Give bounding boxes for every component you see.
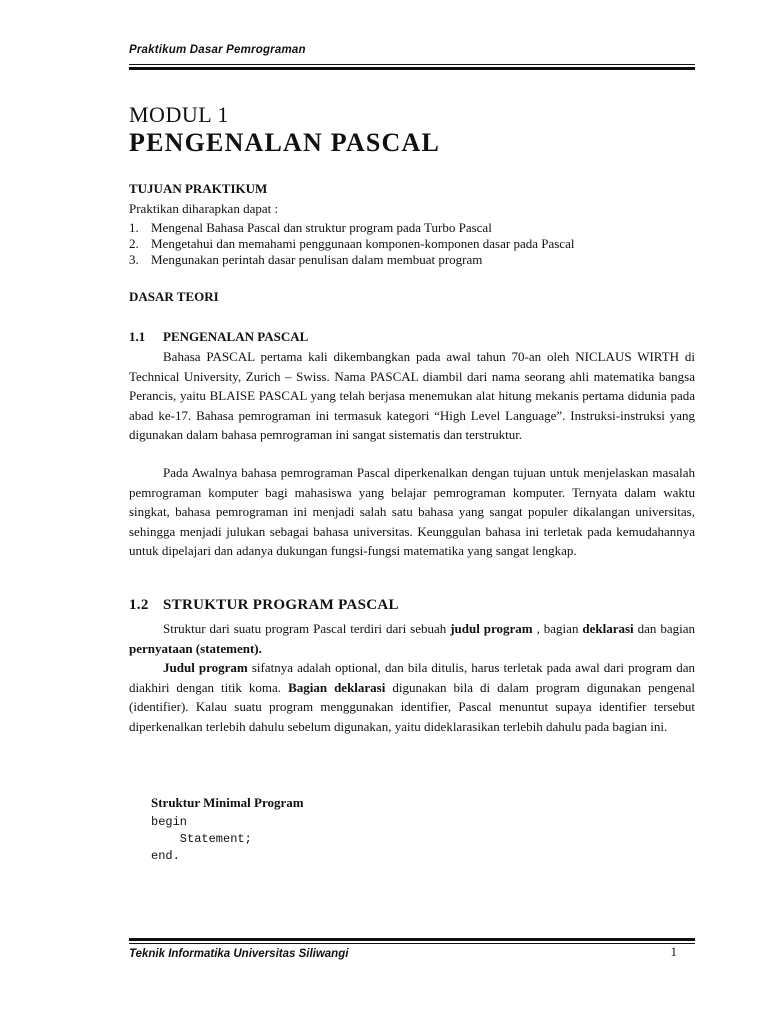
text-run: sifatnya adalah optional, dan bila ditulis, harus terletak pada awal dari program dan diakhiri dengan titik koma.	[129, 660, 695, 695]
theory-heading: DASAR TEORI	[129, 289, 219, 304]
objective-number: 1.	[129, 220, 139, 235]
section-title: STRUKTUR PROGRAM PASCAL	[163, 597, 399, 613]
section-1-1-paragraph-2: Pada Awalnya bahasa pemrograman Pascal diperkenalkan dengan tujuan untuk menjelaskan masalah pemrograman komputer bagi mahasiswa yang belajar pemrograman komputer. Ternyata dalam waktu singkat, bahasa pemrograman ini menjadi salah satu bahasa yang sangat populer dikalangan universitas, sehingga menjadi julukan sebagai bahasa universitas. Keunggulan bahasa ini terletak pada kemudahannya untuk dipelajari dan adanya dukungan fungsi-fungsi matematika yang sangat lengkap.	[129, 465, 695, 558]
term-judul-program: Judul program	[163, 660, 248, 675]
objective-number: 2.	[129, 236, 139, 251]
section-1-2-paragraph-1	[129, 619, 695, 658]
section-1-1-heading	[129, 329, 308, 345]
footer-rule-thick	[129, 938, 695, 941]
objective-item	[129, 220, 492, 236]
module-title: PENGENALAN PASCAL	[129, 128, 440, 157]
footer-institution: Teknik Informatika Universitas Siliwangi	[129, 948, 349, 960]
text-run: dan bagian	[633, 621, 696, 636]
module-label: MODUL 1	[129, 102, 229, 127]
code-sample-heading: Struktur Minimal Program	[151, 795, 304, 810]
objective-item	[129, 236, 574, 252]
objective-text: Mengetahui dan memahami penggunaan komponen-komponen dasar pada Pascal	[151, 236, 575, 251]
page-number: 1	[670, 944, 677, 959]
section-1-2-paragraph-2	[129, 658, 695, 736]
objectives-intro: Praktikan diharapkan dapat :	[129, 201, 279, 216]
objective-item	[129, 252, 482, 268]
objective-text: Mengenal Bahasa Pascal dan struktur program pada Turbo Pascal	[151, 220, 492, 235]
section-1-1-paragraph-1: Bahasa PASCAL pertama kali dikembangkan pada awal tahun 70-an oleh NICLAUS WIRTH di Technical University, Zurich – Swiss. Nama PASCAL diambil dari nama seorang ahli matematika bangsa Perancis, yaitu BLAISE PASCAL yang telah berjasa menemukan alat hitung mekanis pertama didunia pada abad ke-17. Bahasa pemrograman ini termasuk kategori “High Level Language”. Instruksi-instruksi yang digunakan dalam bahasa pemrograman ini sangat sistematis dan terstruktur.	[129, 349, 695, 442]
section-1-2-heading	[129, 597, 399, 614]
section-title: PENGENALAN PASCAL	[163, 329, 309, 344]
text-run: , bagian	[532, 621, 583, 636]
header-rule-thick	[129, 67, 695, 70]
term-pernyataan: pernyataan (statement).	[129, 640, 262, 656]
term-bagian-deklarasi: Bagian deklarasi	[288, 679, 386, 695]
objective-number: 3.	[129, 252, 139, 267]
code-sample-block: begin Statement; end.	[151, 815, 252, 863]
objectives-heading: TUJUAN PRAKTIKUM	[129, 181, 268, 196]
running-header: Praktikum Dasar Pemrograman	[129, 44, 306, 56]
footer-rule-thin	[129, 943, 695, 944]
term-judul-program: judul program	[450, 621, 533, 636]
objective-text: Mengunakan perintah dasar penulisan dalam membuat program	[151, 252, 483, 267]
section-number: 1.2	[129, 597, 149, 613]
text-run: digunakan bila di dalam program digunakan pengenal (identifier). Kalau suatu program menggunakan identifier, Pascal menuntut supaya identifier tersebut diperkenalkan terlebih dahulu sebelum digunakan, yaitu dideklarasikan terlebih dahulu pada bagian ini.	[129, 679, 695, 734]
section-number: 1.1	[129, 329, 146, 344]
text-run: Struktur dari suatu program Pascal terdiri dari sebuah	[163, 621, 451, 636]
document-page	[129, 0, 695, 1024]
header-rule-thin	[129, 64, 695, 65]
term-deklarasi: deklarasi	[582, 621, 634, 636]
